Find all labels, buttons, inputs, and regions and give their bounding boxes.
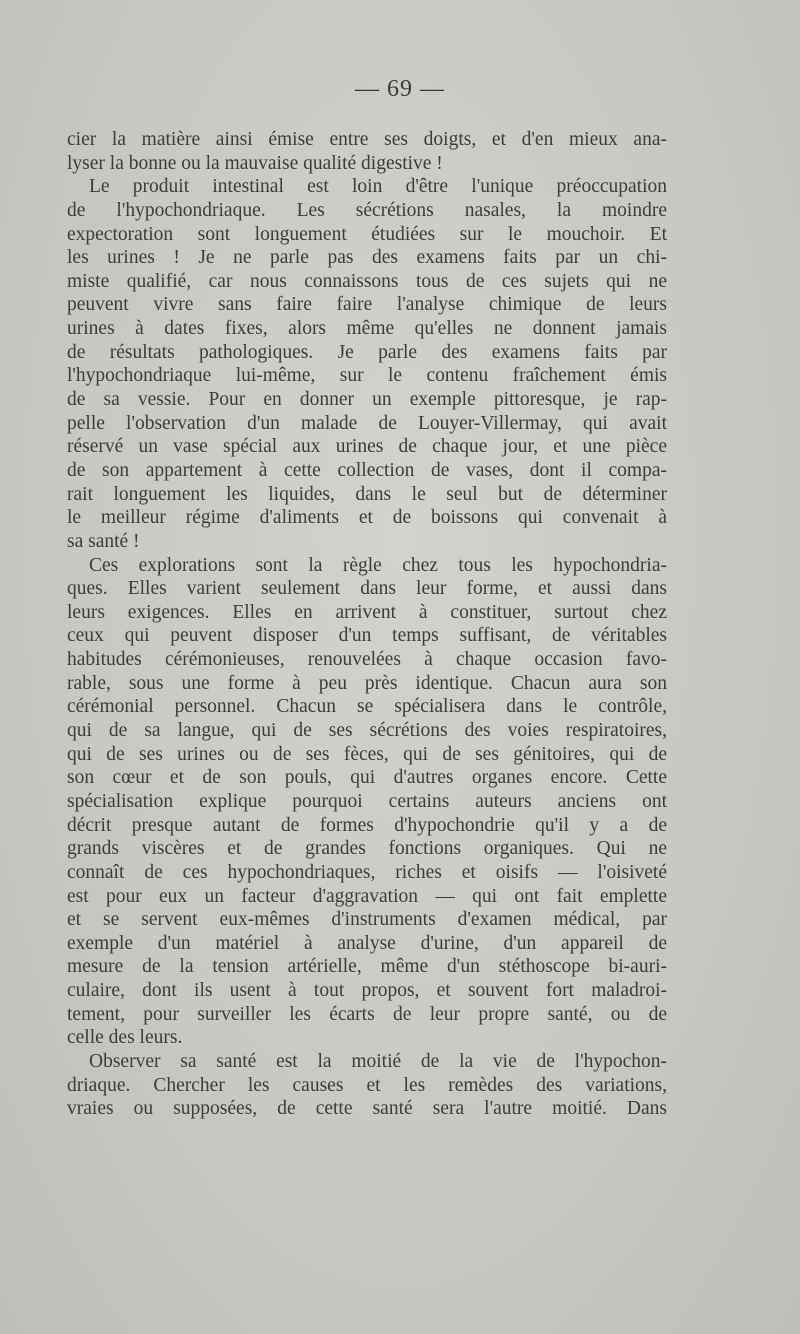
text-line: Le produit intestinal est loin d'être l'unique préoccupation bbox=[89, 176, 667, 198]
text-line: Ces explorations sont la règle chez tous les hypochondria- bbox=[89, 554, 667, 576]
text-line: peuvent vivre sans faire faire l'analyse chimique de leurs bbox=[67, 294, 667, 316]
text-line: l'hypochondriaque lui-même, sur le contenu fraîchement émis bbox=[67, 365, 667, 387]
text-line: et se servent eux-mêmes d'instruments d'examen médical, par bbox=[67, 909, 667, 931]
text-line: son cœur et de son pouls, qui d'autres organes encore. Cette bbox=[67, 767, 667, 789]
text-line: habitudes cérémonieuses, renouvelées à chaque occasion favo- bbox=[67, 649, 667, 671]
page-number: — 69 — bbox=[355, 76, 445, 102]
text-line: de résultats pathologiques. Je parle des examens faits par bbox=[67, 341, 667, 363]
text-line: le meilleur régime d'aliments et de boissons qui convenait à bbox=[67, 507, 667, 529]
text-line: réservé un vase spécial aux urines de chaque jour, et une pièce bbox=[67, 436, 667, 458]
text-line: de son appartement à cette collection de vases, dont il compa- bbox=[67, 459, 667, 481]
text-line: rable, sous une forme à peu près identique. Chacun aura son bbox=[67, 672, 667, 694]
text-line: tement, pour surveiller les écarts de leur propre santé, ou de bbox=[67, 1003, 667, 1025]
text-line: connaît de ces hypochondriaques, riches et oisifs — l'oisiveté bbox=[67, 861, 667, 883]
body-text bbox=[67, 128, 667, 1121]
text-line: cérémonial personnel. Chacun se spécialisera dans le contrôle, bbox=[67, 696, 667, 718]
text-line: cier la matière ainsi émise entre ses doigts, et d'en mieux ana- bbox=[67, 129, 667, 150]
text-line: qui de ses urines ou de ses fèces, qui de ses génitoires, qui de bbox=[67, 743, 667, 765]
text-line: culaire, dont ils usent à tout propos, et souvent fort maladroi- bbox=[67, 980, 667, 1002]
text-line: sa santé ! bbox=[67, 530, 140, 552]
text-line: celle des leurs. bbox=[67, 1027, 183, 1049]
text-line: exemple d'un matériel à analyse d'urine, d'un appareil de bbox=[67, 932, 667, 954]
text-line: de l'hypochondriaque. Les sécrétions nasales, la moindre bbox=[67, 199, 667, 221]
text-line: urines à dates fixes, alors même qu'elles ne donnent jamais bbox=[67, 318, 667, 340]
text-line: lyser la bonne ou la mauvaise qualité digestive ! bbox=[67, 152, 443, 174]
text-line: rait longuement les liquides, dans le seul but de déterminer bbox=[67, 483, 667, 505]
text-line: les urines ! Je ne parle pas des examens faits par un chi- bbox=[67, 247, 667, 269]
text-line: mesure de la tension artérielle, même d'un stéthoscope bi-auri- bbox=[67, 956, 667, 978]
text-line: de sa vessie. Pour en donner un exemple pittoresque, je rap- bbox=[67, 389, 667, 411]
text-line: vraies ou supposées, de cette santé sera l'autre moitié. Dans bbox=[67, 1098, 667, 1120]
text-line: Observer sa santé est la moitié de la vie de l'hypochon- bbox=[89, 1050, 667, 1072]
text-line: qui de sa langue, qui de ses sécrétions des voies respiratoires, bbox=[67, 720, 667, 742]
text-line: leurs exigences. Elles en arrivent à constituer, surtout chez bbox=[67, 601, 667, 623]
text-line: pelle l'observation d'un malade de Louyer-Villermay, qui avait bbox=[67, 412, 667, 434]
text-line: spécialisation explique pourquoi certains auteurs anciens ont bbox=[67, 790, 667, 812]
text-line: driaque. Chercher les causes et les remèdes des variations, bbox=[67, 1074, 667, 1096]
text-line: miste qualifié, car nous connaissons tous de ces sujets qui ne bbox=[67, 270, 667, 292]
text-line: décrit presque autant de formes d'hypochondrie qu'il y a de bbox=[67, 814, 667, 836]
text-line: est pour eux un facteur d'aggravation — qui ont fait emplette bbox=[67, 885, 667, 907]
text-line: ceux qui peuvent disposer d'un temps suffisant, de véritables bbox=[67, 625, 667, 647]
text-line: ques. Elles varient seulement dans leur forme, et aussi dans bbox=[67, 578, 667, 600]
text-line: expectoration sont longuement étudiées sur le mouchoir. Et bbox=[67, 223, 667, 245]
text-line: grands viscères et de grandes fonctions organiques. Qui ne bbox=[67, 838, 667, 860]
